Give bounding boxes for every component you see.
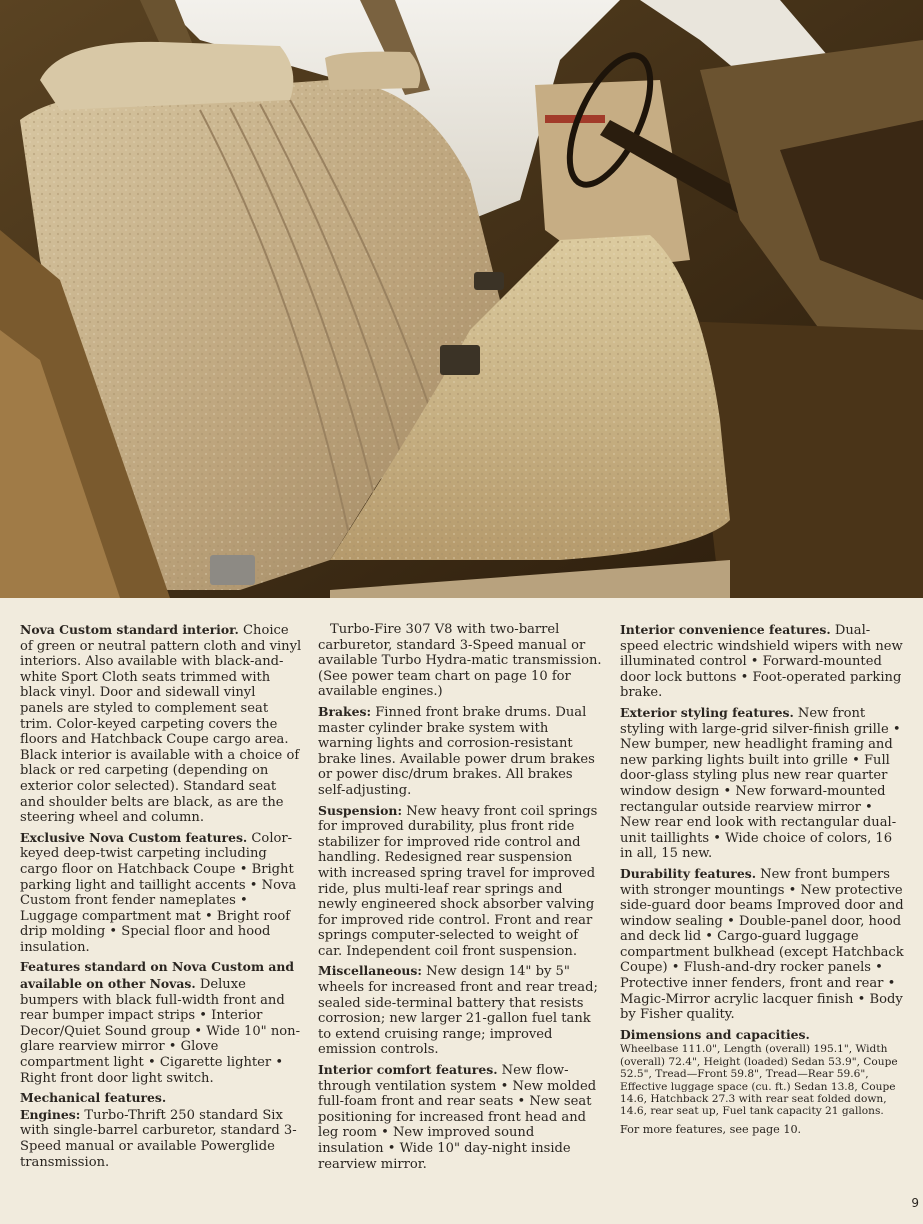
- body-text: Color-keyed deep-twist carpeting including cargo floor on Hatchback Coupe • Bright parking light and taillight accents • Nova Custom front fender nameplates • Luggage compartment mat • Bright roof drip molding • Special floor and hood insulation.: [20, 830, 297, 955]
- column-2: [318, 622, 602, 1176]
- feature-text: [20, 622, 910, 1202]
- paragraph: [318, 622, 602, 700]
- body-text: New front styling with large-grid silver-finish grille • New bumper, new headlight framing and new parking lights built into grille • Full door-glass styling plus new rear quarter window design • New forward-mounted rectangular outside rearview mirror • New rear end look with rectangular dual-unit taillights • Wide choice of colors, 16 in all, 15 new.: [620, 705, 901, 862]
- more-features-note: For more features, see page 10.: [620, 1122, 802, 1136]
- heading: Nova Custom standard interior.: [20, 622, 239, 637]
- body-text: New heavy front coil springs for improved durability, plus front ride stabilizer for improved ride control and handling. Redesigned rear suspension with increased spring travel for improved ride, plus multi-leaf rear springs and newly engineered shock absorber valving for improved ride control. Front and rear springs computer-selected to weight of car. Independent coil front suspension.: [318, 803, 598, 959]
- paragraph: [20, 622, 302, 826]
- heading: Interior convenience features.: [620, 622, 831, 637]
- paragraph: [20, 830, 302, 956]
- heading: Brakes:: [318, 703, 372, 719]
- body-text: New front bumpers with stronger mountings • New protective side-guard door beams Improved door and window sealing • Double-panel door, hood and deck lid • Cargo-guard luggage compartment bulkhead (except Hatchback Coupe) • Flush-and-dry rocker panels • Protective inner fenders, front and rear • Magic-Mirror acrylic lacquer finish • Body by Fisher quality.: [620, 866, 904, 1023]
- column-1: [20, 622, 302, 1174]
- heading: Interior comfort features.: [318, 1062, 498, 1078]
- paragraph: [318, 803, 602, 960]
- heading: Exterior styling features.: [620, 704, 794, 720]
- body-text: Dual-speed electric windshield wipers with new illuminated control • Forward-mounted door lock buttons • Foot-operated parking brake.: [620, 623, 903, 701]
- paragraph: [620, 622, 904, 701]
- heading: Mechanical features.: [20, 1090, 167, 1106]
- body-text: Finned front brake drums. Dual master cylinder brake system with warning lights and corrosion-resistant brake lines. Available power drum brakes or power disc/drum brakes. All brakes self-adjusting.: [318, 704, 595, 798]
- paragraph: [620, 705, 904, 862]
- paragraph: [20, 959, 302, 1086]
- paragraph: [620, 1027, 904, 1044]
- heading: Dimensions and capacities.: [620, 1026, 810, 1042]
- paragraph: [620, 866, 904, 1023]
- body-text: Deluxe bumpers with black full-width front and rear bumper impact strips • Interior Decor/Quiet Sound group • Wide 10" non-glare rearview mirror • Glove compartment light • Cigarette lighter • Right front door light switch.: [20, 977, 301, 1086]
- body-text: Choice of green or neutral pattern cloth and vinyl interiors. Also available with black-and-white Sport Cloth seats trimmed with black vinyl. Door and sidewall vinyl panels are styled to complement seat trim. Color-keyed carpeting covers the floors and Hatchback Coupe cargo area. Black interior is available with a choice of black or red carpeting (depending on exterior color selected). Standard seat and shoulder belts are black, as are the steering wheel and column.: [20, 623, 302, 826]
- body-text: Turbo-Fire 307 V8 with two-barrel carburetor, standard 3-Speed manual or available Turbo Hydra-matic transmission. (See power team chart on page 10 for available engines.): [318, 622, 602, 700]
- paragraph: [318, 1062, 602, 1172]
- heading: Engines:: [20, 1106, 81, 1122]
- paragraph: [318, 704, 602, 799]
- heading: Suspension:: [318, 802, 403, 818]
- dimensions-text: Wheelbase 111.0", Length (overall) 195.1", Width (overall) 72.4", Height (loaded) Sedan 53.9", Coupe 52.5", Tread—Front 59.8", Tread—Rear 59.6", Effective luggage space (cu. ft.) Sedan 13.8, Coupe 14.6, Hatchback 27.3 with rear seat folded down, 14.6, rear seat up, Fuel tank capacity 21 gallons.: [620, 1043, 898, 1118]
- page-number: 9: [911, 1196, 919, 1210]
- front-bench-seat-image: [0, 0, 923, 598]
- column-3: [620, 622, 904, 1141]
- interior-photo: [0, 0, 923, 598]
- paragraph: [20, 1090, 302, 1107]
- body-text: New flow-through ventilation system • New molded full-foam front and rear seats • New seat positioning for increased front head and leg room • New improved sound insulation • Wide 10" day-night inside rearview mirror.: [318, 1063, 597, 1172]
- paragraph: [20, 1107, 302, 1170]
- heading: Exclusive Nova Custom features.: [20, 829, 248, 845]
- body-text: Turbo-Thrift 250 standard Six with single-barrel carburetor, standard 3-Speed manual or available Powerglide transmission.: [20, 1107, 297, 1170]
- paragraph: [318, 963, 602, 1058]
- body-text: New design 14" by 5" wheels for increased front and rear tread; sealed side-terminal battery that resists corrosion; new larger 21-gallon fuel tank to extend cruising range; improved emission controls.: [318, 964, 598, 1058]
- heading: Features standard on Nova Custom and available on other Novas.: [20, 959, 295, 992]
- heading: Durability features.: [620, 865, 757, 881]
- heading: Miscellaneous:: [318, 963, 422, 979]
